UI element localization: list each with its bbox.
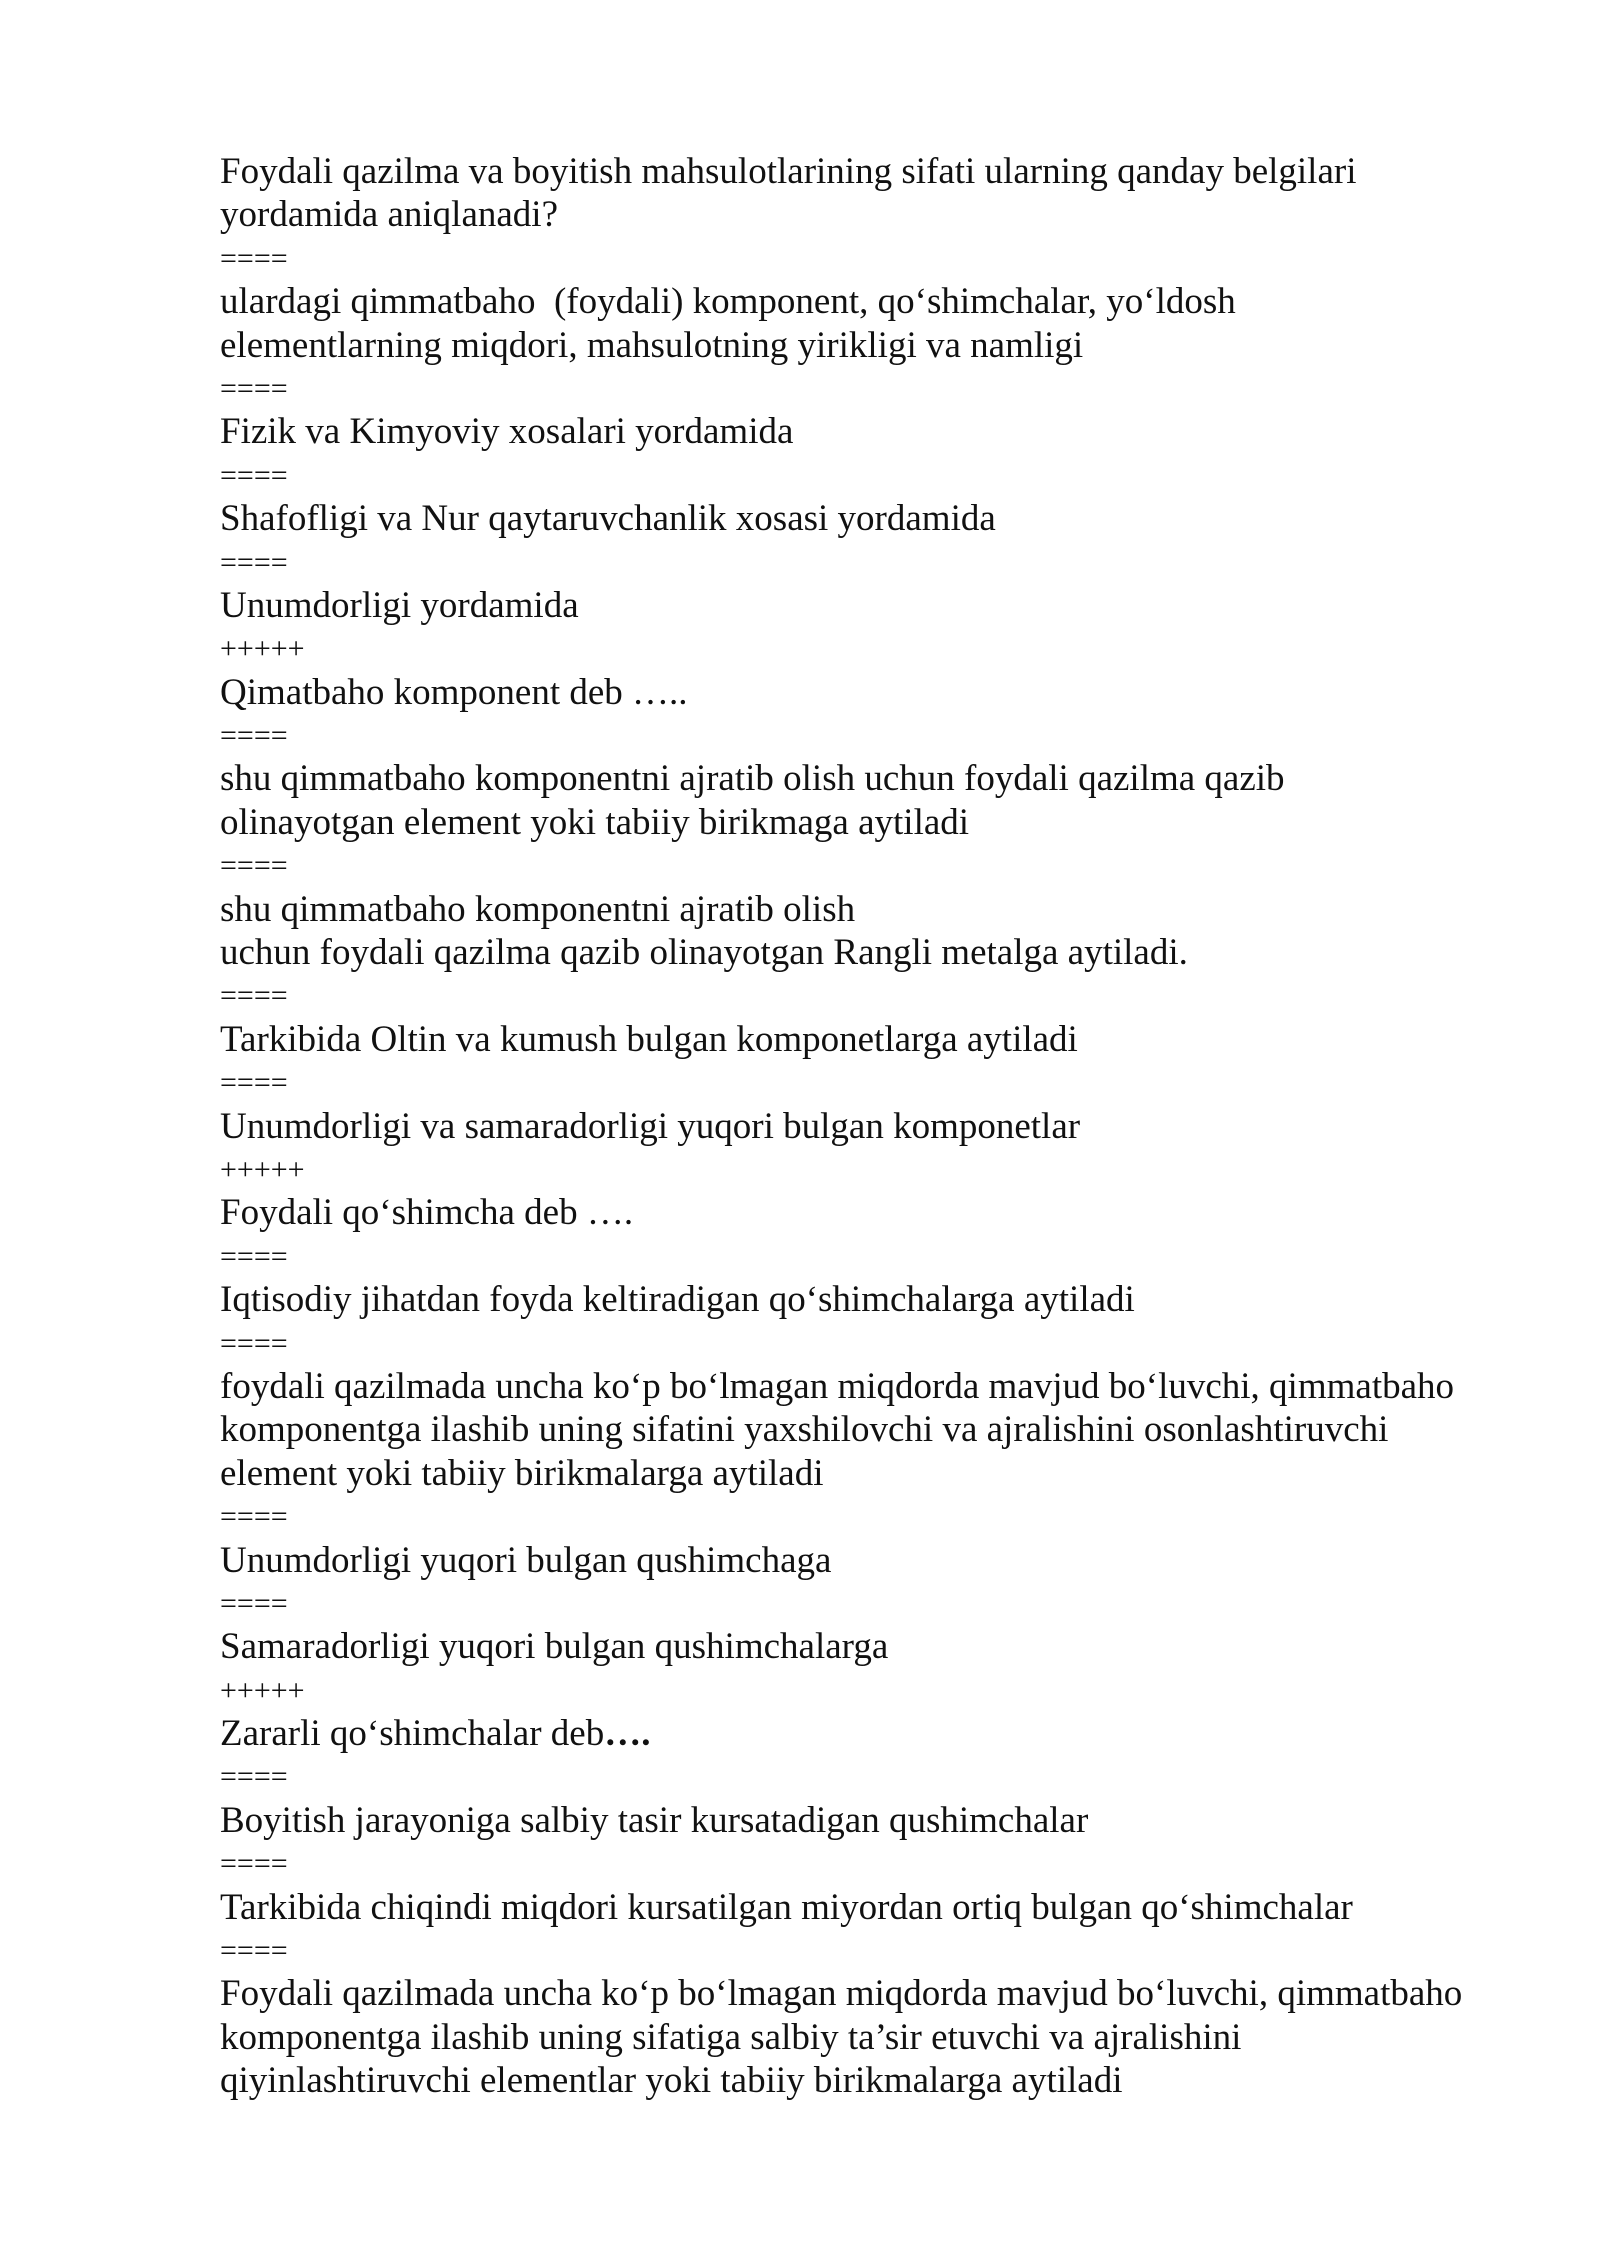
line-text: Zararli qo‘shimchalar deb xyxy=(220,1713,605,1755)
separator-line: ==== xyxy=(220,1586,288,1620)
text-line: Boyitish jarayoniga salbiy tasir kursatadigan qushimchalar xyxy=(220,1799,1089,1841)
text-line: shu qimmatbaho komponentni ajratib olish uchun foydali qazilma qazib xyxy=(220,758,1285,800)
text-line: Unumdorligi yuqori bulgan qushimchaga xyxy=(220,1539,832,1581)
text-line: elementlarning miqdori, mahsulotning yirikligi va namligi xyxy=(220,324,1084,366)
text-line: komponentga ilashib uning sifatini yaxshilovchi va ajralishini osonlashtiruvchi xyxy=(220,1409,1389,1451)
document-page xyxy=(220,150,1520,2103)
text-line: element yoki tabiiy birikmalarga aytiladi xyxy=(220,1452,824,1494)
text-line: Foydali qazilmada uncha ko‘p bo‘lmagan miqdorda mavjud bo‘luvchi, qimmatbaho xyxy=(220,1973,1463,2015)
separator-line: ==== xyxy=(220,545,288,579)
separator-line: ==== xyxy=(220,1847,288,1881)
text-line: Unumdorligi yordamida xyxy=(220,584,579,626)
text-line: Iqtisodiy jihatdan foyda keltiradigan qo‘shimchalarga aytiladi xyxy=(220,1279,1135,1321)
separator-line: ==== xyxy=(220,1760,288,1794)
text-line: Foydali qo‘shimcha deb …. xyxy=(220,1192,634,1234)
text-line: Fizik va Kimyoviy xosalari yordamida xyxy=(220,411,794,453)
separator-line: ==== xyxy=(220,458,288,492)
separator-line: ==== xyxy=(220,849,288,883)
text-line: uchun foydali qazilma qazib olinayotgan Rangli metalga aytiladi. xyxy=(220,932,1188,974)
text-line: foydali qazilmada uncha ko‘p bo‘lmagan miqdorda mavjud bo‘luvchi, qimmatbaho xyxy=(220,1365,1455,1407)
separator-line: ==== xyxy=(220,1934,288,1968)
separator-line: ==== xyxy=(220,1239,288,1273)
separator-line: ==== xyxy=(220,719,288,753)
separator-line: ==== xyxy=(220,979,288,1013)
separator-line: +++++ xyxy=(220,1152,305,1186)
separator-line: ==== xyxy=(220,1066,288,1100)
text-line: Shafofligi va Nur qaytaruvchanlik xosasi yordamida xyxy=(220,498,996,540)
separator-line: ==== xyxy=(220,241,288,275)
text-line: Foydali qazilma va boyitish mahsulotlarining sifati ularning qanday belgilari xyxy=(220,151,1357,192)
text-line: Qimatbaho komponent deb ….. xyxy=(220,671,688,713)
separator-line: +++++ xyxy=(220,632,305,666)
separator-line: ==== xyxy=(220,1326,288,1360)
line-bold-tail: …. xyxy=(604,1713,651,1755)
separator-line: +++++ xyxy=(220,1673,305,1707)
text-line xyxy=(220,1712,1520,1755)
text-line: Tarkibida chiqindi miqdori kursatilgan miyordan ortiq bulgan qo‘shimchalar xyxy=(220,1886,1353,1928)
text-line: qiyinlashtiruvchi elementlar yoki tabiiy birikmalarga aytiladi xyxy=(220,2060,1123,2102)
text-line: yordamida aniqlanadi? xyxy=(220,194,559,236)
text-line: shu qimmatbaho komponentni ajratib olish xyxy=(220,888,856,930)
text-line: ulardagi qimmatbaho (foydali) komponent, qo‘shimchalar, yo‘ldosh xyxy=(220,281,1236,323)
text-line: Tarkibida Oltin va kumush bulgan komponetlarga aytiladi xyxy=(220,1018,1078,1060)
text-line: komponentga ilashib uning sifatiga salbiy ta’sir etuvchi va ajralishini xyxy=(220,2016,1242,2058)
separator-line: ==== xyxy=(220,1500,288,1534)
text-line: Samaradorligi yuqori bulgan qushimchalarga xyxy=(220,1626,889,1668)
text-line: Unumdorligi va samaradorligi yuqori bulgan komponetlar xyxy=(220,1105,1081,1147)
text-line: olinayotgan element yoki tabiiy birikmaga aytiladi xyxy=(220,801,970,843)
separator-line: ==== xyxy=(220,371,288,405)
